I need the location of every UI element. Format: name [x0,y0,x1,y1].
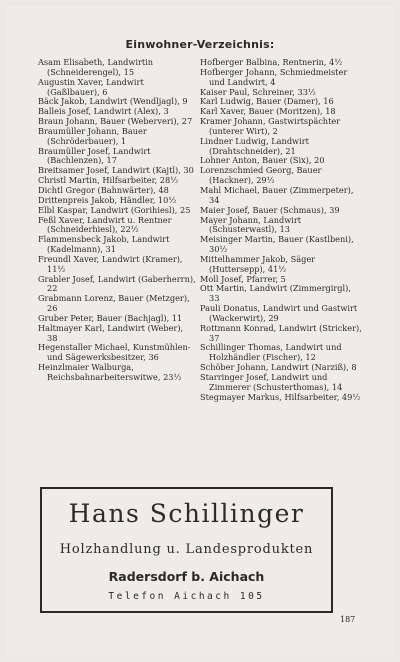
resident-entry: Mittelhammer Jakob, Säger (Huttersepp), 41½ [200,253,316,274]
resident-entry: Elbl Kaspar, Landwirt (Gorihiesl), 25 [38,204,191,215]
resident-entry: Grabmann Lorenz, Bauer (Metzger), 26 [38,293,190,314]
resident-entry: Hofberger Balbina, Rentnerin, 4½ [200,57,343,67]
resident-entry: Feßl Xaver, Landwirt u. Rentner (Schneiderhiesl), 22½ [38,214,172,235]
resident-entry: Mayer Johann, Landwirt (Schusterwastl), 13 [200,214,302,235]
resident-entry: Stegmayer Markus, Hilfsarbeiter, 49½ [200,391,361,402]
resident-entry: Starringer Josef, Landwirt und Zimmerer (Schusterthomas), 14 [200,372,343,392]
resident-entry: Gruber Peter, Bauer (Bachjagl), 11 [38,312,183,323]
resident-entry: Karl Xaver, Bauer (Moritzen), 18 [200,106,336,117]
resident-entry: Schöber Johann, Landwirt (Narziß), 8 [200,362,357,373]
page-title: Einwohner-Verzeichnis: [125,38,275,51]
resident-entry: Breitsamer Josef, Landwirt (Kajtl), 30 [38,165,194,176]
resident-entry: Heinzlmaier Walburga, Reichsbahnarbeiterswitwe, 23½ [38,362,182,382]
resident-entry: Flammensbeck Jakob, Landwirt (Kadelmann), 31 [38,234,170,255]
resident-entry: Kaiser Paul, Schreiner, 33½ [200,86,316,97]
resident-entry: Braumüller Josef, Landwirt (Bachlenzen), 17 [38,145,151,166]
resident-entry: Grabler Josef, Landwirt (Gaberherrn), 22 [38,273,196,294]
resident-entry: Pauli Donatus, Landwirt und Gastwirt (Wackerwirt), 29 [200,303,358,323]
advertiser-place: Radersdorf b. Aichach [108,569,265,584]
resident-entry: Maier Josef, Bauer (Schmaus), 39 [200,204,340,215]
advertiser-phone: Telefon Aichach 105 [108,591,265,602]
resident-entry: Balleis Josef, Landwirt (Alex), 3 [38,106,169,117]
resident-entry: Braumüller Johann, Bauer (Schröderbauer), 1 [38,125,147,146]
advertiser-trade: Holzhandlung u. Landesprodukten [59,542,314,557]
resident-entry: Lindner Ludwig, Landwirt (Drahtschneider), 21 [200,135,309,156]
resident-entry: Bäck Jakob, Landwirt (Wendljagl), 9 [38,96,188,107]
resident-entry: Mahl Michael, Bauer (Zimmerpeter), 34 [200,184,354,205]
resident-entry: Rottmann Konrad, Landwirt (Stricker), 37 [200,322,362,343]
resident-entry: Christl Martin, Hilfsarbeiter, 28½ [38,175,179,186]
resident-entry: Lorenzschmied Georg, Bauer (Hackner), 29½ [200,165,322,186]
resident-entry: Hegenstaller Michael, Kunstmühlen- und Sägewerksbesitzer, 36 [38,342,191,363]
resident-entry: Kramer Johann, Gastwirtspächter (unterer Wirt), 2 [200,116,341,136]
resident-entry: Drittenpreis Jakob, Händler, 10½ [38,194,177,205]
resident-entry: Hofberger Johann, Schmiedmeister und Landwirt, 4 [200,66,348,87]
right-column [200,58,362,403]
resident-entry: Karl Ludwig, Bauer (Damer), 16 [200,96,334,107]
resident-entry: Haltmayer Karl, Landwirt (Weber), 38 [38,322,184,343]
resident-entry: Schillinger Thomas, Landwirt und Holzhändler (Fischer), 12 [200,342,342,363]
resident-entry: Augustin Xaver, Landwirt (Gaßlbauer), 6 [38,76,144,97]
resident-entry: Lohner Anton, Bauer (Six), 20 [200,155,325,166]
left-column [38,58,196,383]
resident-entry: Braun Johann, Bauer (Weberveri), 27 [38,116,193,127]
advertisement-box [40,487,333,613]
page-number: 187 [340,615,356,624]
resident-entry: Asam Elisabeth, Landwirtin (Schneiderengel), 15 [38,57,154,77]
resident-entry: Dichtl Gregor (Bahnwärter), 48 [38,184,169,195]
resident-entry: Freundl Xaver, Landwirt (Kramer), 11½ [38,253,183,274]
resident-entry: Meisinger Martin, Bauer (Kastlbeni), 30½ [200,234,354,255]
advertiser-name: Hans Schillinger [68,499,305,528]
resident-entry: Ott Martin, Landwirt (Zimmergirgl), 33 [200,283,351,304]
resident-entry: Moll Josef, Pfarrer, 5 [200,273,286,284]
